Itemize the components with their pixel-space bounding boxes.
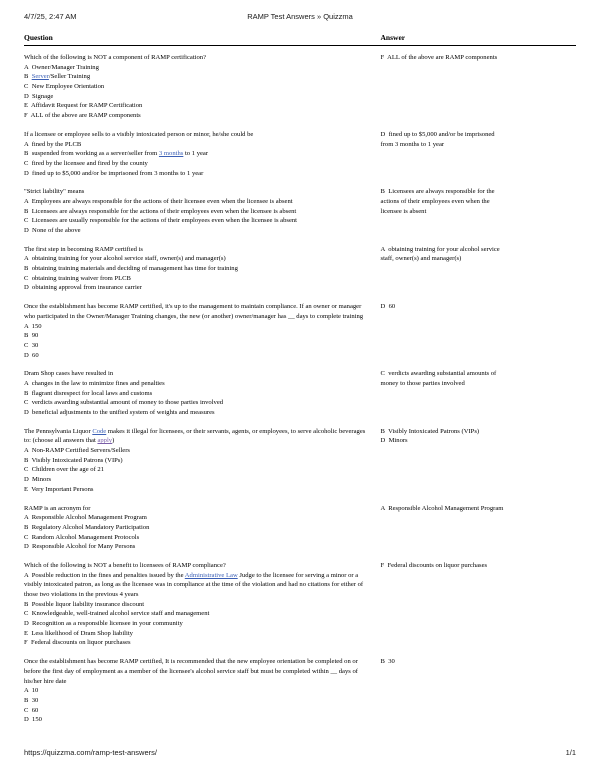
question-cell <box>24 238 375 295</box>
answer-option: B suspended from working as a server/seller from 3 months to 1 year <box>24 150 209 158</box>
answer-cell <box>375 46 576 123</box>
table-row <box>24 497 576 554</box>
answer-cell <box>375 180 576 237</box>
answer-option: A obtaining training for your alcohol service staff, owner(s) and manager(s) <box>24 255 226 263</box>
inline-link[interactable]: Code <box>92 427 107 435</box>
answer-option: E Affidavit Request for RAMP Certification <box>24 102 143 110</box>
qa-table-wrapper <box>24 33 576 727</box>
answer-line: from 3 months to 1 year <box>380 140 445 148</box>
table-row <box>24 180 576 237</box>
answer-line: B 30 <box>380 658 395 666</box>
answer-cell <box>375 238 576 295</box>
answer-option: B Regulatory Alcohol Mandatory Participation <box>24 523 150 531</box>
answer-option: B Possible liquor liability insurance discount <box>24 600 145 608</box>
answer-line: A obtaining training for your alcohol service <box>380 245 500 253</box>
answer-line: F ALL of the above are RAMP components <box>380 54 498 61</box>
footer-url[interactable]: https://quizzma.com/ramp-test-answers/ <box>24 748 157 757</box>
answer-option: A Responsible Alcohol Management Program <box>24 514 147 522</box>
answer-option: D 60 <box>24 351 39 359</box>
question-cell <box>24 497 375 554</box>
answer-option: D beneficial adjustments to the unified system of weights and measures <box>24 409 215 416</box>
answer-option: B Licensees are always responsible for the actions of their employees even when the licensee is absent <box>24 207 297 215</box>
answer-option: A Possible reduction in the fines and penalties issued by the Administrative Law Judge to the licensee for serving a minor or a visibly intoxicated patron, as long as the licensee was in compliance at the time of the violation and had no citations for either of those two violations in the previous 4 years <box>24 571 365 598</box>
question-stem: RAMP is an acronym for <box>24 504 91 512</box>
answer-line: licensee is absent <box>380 207 427 215</box>
table-row <box>24 554 576 650</box>
inline-link[interactable]: Server <box>31 73 49 81</box>
answer-cell <box>375 295 576 362</box>
answer-option: E Less likelihood of Dram Shop liability <box>24 629 133 637</box>
column-header-answer: Answer <box>375 33 576 46</box>
table-header-row <box>24 33 576 46</box>
answer-line: B Licensees are always responsible for the <box>380 188 495 196</box>
question-cell <box>24 123 375 180</box>
table-row <box>24 362 576 419</box>
answer-option: B 30 <box>24 696 39 704</box>
answer-option: B Visibly Intoxicated Patrons (VIPs) <box>24 456 123 464</box>
table-row <box>24 238 576 295</box>
answer-cell <box>375 650 576 727</box>
question-cell <box>24 650 375 727</box>
answer-option: A Owner/Manager Training <box>24 63 99 71</box>
answer-line: C verdicts awarding substantial amounts of <box>380 370 497 378</box>
question-stem: "Strict liability" means <box>24 188 85 196</box>
answer-option: D 150 <box>24 716 42 724</box>
table-row <box>24 123 576 180</box>
answer-option: C fired by the licensee and fired by the county <box>24 159 148 167</box>
question-cell <box>24 295 375 362</box>
question-cell <box>24 46 375 123</box>
answer-line: D Minors <box>380 437 408 445</box>
answer-option: A Employees are always responsible for the actions of their licensee even when the licensee is absent <box>24 197 293 205</box>
answer-option: D Recognition as a responsible licensee in your community <box>24 620 183 628</box>
answer-option: B Server/Seller Training <box>24 73 91 81</box>
question-stem: Once the establishment has become RAMP certified, It is recommended that the new employee orientation be completed on or before the first day of employment as a member of the licensee's alcohol service staff but must be completed within __ days of his/her hire date <box>24 658 358 685</box>
inline-link[interactable]: 3 months <box>158 150 184 158</box>
answer-option: C 60 <box>24 706 39 714</box>
answer-option: D Responsible Alcohol for Many Persons <box>24 543 136 551</box>
page-header <box>24 12 576 24</box>
answer-cell <box>375 497 576 554</box>
question-stem: If a licensee or employee sells to a visibly intoxicated person or minor, he/she could be <box>24 130 254 138</box>
answer-line: F Federal discounts on liquor purchases <box>380 561 488 569</box>
question-cell <box>24 362 375 419</box>
answer-line: A Responsible Alcohol Management Program <box>380 504 504 512</box>
answer-option: D None of the above <box>24 227 81 234</box>
answer-line: money to those parties involved <box>380 379 465 387</box>
answer-option: C Licensees are usually responsible for the actions of their employees even when the licensee is absent <box>24 217 297 225</box>
answer-cell <box>375 123 576 180</box>
question-cell <box>24 180 375 237</box>
header-title: RAMP Test Answers » Quizzma <box>247 12 353 21</box>
answer-option: A changes in the law to minimize fines and penalties <box>24 379 165 387</box>
answer-option: D obtaining approval from insurance carrier <box>24 284 142 292</box>
table-row <box>24 46 576 123</box>
answer-option: C Children over the age of 21 <box>24 466 105 474</box>
table-row <box>24 650 576 727</box>
answer-option: A 10 <box>24 687 39 695</box>
answer-option: F Federal discounts on liquor purchases <box>24 639 131 647</box>
answer-line: actions of their employees even when the <box>380 197 490 205</box>
answer-option: C 30 <box>24 341 39 349</box>
answer-line: D 60 <box>380 303 396 311</box>
page-footer <box>24 748 576 760</box>
answer-option: B flagrant disrespect for local laws and customs <box>24 389 153 397</box>
question-stem: The first step in becoming RAMP certified is <box>24 245 143 253</box>
inline-link[interactable]: Administrative Law <box>184 571 238 579</box>
question-cell <box>24 420 375 497</box>
inline-link[interactable]: apply <box>97 437 113 445</box>
answer-option: F ALL of the above are RAMP components <box>24 112 141 120</box>
answer-option: D Minors <box>24 476 52 484</box>
answer-option: A Non-RAMP Certified Servers/Sellers <box>24 447 130 455</box>
answer-option: B obtaining training materials and deciding of management has time for training <box>24 265 238 273</box>
answer-option: C New Employee Orientation <box>24 83 105 91</box>
column-header-question: Question <box>24 33 375 46</box>
answer-option: C obtaining training waiver from PLCB <box>24 274 131 282</box>
header-date: 4/7/25, 2:47 AM <box>24 12 77 21</box>
answer-option: A 150 <box>24 322 42 330</box>
question-stem: Which of the following is NOT a benefit to licensees of RAMP compliance? <box>24 561 226 569</box>
answer-line: D fined up to $5,000 and/or be imprisoned <box>380 130 495 138</box>
qa-table <box>24 33 576 727</box>
answer-option: C Random Alcohol Management Protocols <box>24 533 140 541</box>
question-stem: Dram Shop cases have resulted in <box>24 370 114 378</box>
answer-option: E Very Important Persons <box>24 485 94 493</box>
answer-option: C Knowledgeable, well-trained alcohol service staff and management <box>24 610 210 618</box>
question-cell <box>24 554 375 650</box>
answer-option: A fined by the PLCB <box>24 140 82 148</box>
table-row <box>24 295 576 362</box>
answer-cell <box>375 362 576 419</box>
question-stem: The Pennsylvania Liquor Code makes it illegal for licensees, or their servants, agents, or employees, to serve alcoholic beverages to: (choose all answers that apply) <box>24 427 366 445</box>
question-stem: Which of the following is NOT a component of RAMP certification? <box>24 54 207 61</box>
answer-option: B 90 <box>24 332 39 340</box>
answer-option: D Signage <box>24 92 54 100</box>
question-stem: Once the establishment has become RAMP certified, it's up to the management to maintain compliance. If an owner or manager who participated in the Owner/Manager Training changes, the new (or another) owner/manager has __ days to complete training <box>24 303 364 320</box>
answer-cell <box>375 554 576 650</box>
answer-cell <box>375 420 576 497</box>
answer-option: C verdicts awarding substantial amount of money to those parties involved <box>24 399 224 407</box>
answer-line: B Visibly Intoxicated Patrons (VIPs) <box>380 427 480 435</box>
answer-line: staff, owner(s) and manager(s) <box>380 255 462 263</box>
table-row <box>24 420 576 497</box>
footer-page-number: 1/1 <box>565 748 576 757</box>
answer-option: D fined up to $5,000 and/or be imprisoned from 3 months to 1 year <box>24 169 204 177</box>
